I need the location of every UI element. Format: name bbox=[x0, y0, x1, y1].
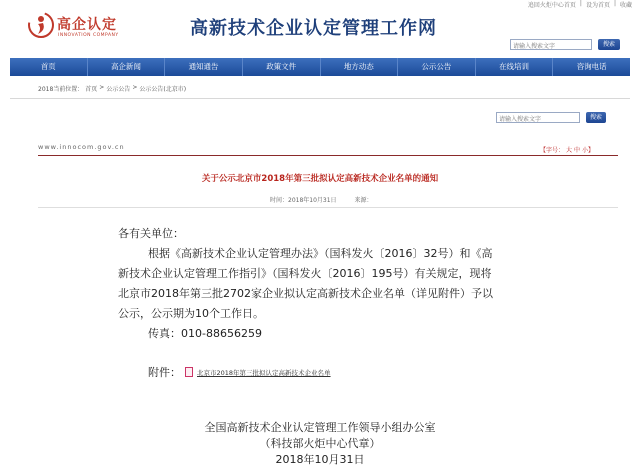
nav-item-local[interactable]: 地方动态 bbox=[321, 58, 399, 76]
nav-item-home[interactable]: 首页 bbox=[10, 58, 88, 76]
nav-item-notices[interactable]: 通知通告 bbox=[165, 58, 243, 76]
nav-item-news[interactable]: 高企新闻 bbox=[88, 58, 166, 76]
logo-swirl-icon bbox=[26, 10, 56, 40]
font-size-control bbox=[540, 145, 594, 154]
content-search-input[interactable]: 请输入搜索文字 bbox=[496, 112, 580, 123]
breadcrumb-prefix: 2018当前位置： bbox=[38, 86, 84, 93]
notice-source: 来源： bbox=[354, 197, 373, 204]
nav-item-announce[interactable]: 公示公告 bbox=[398, 58, 476, 76]
attachment-label: 附件： bbox=[148, 366, 181, 379]
logo-subtitle: INNOVATION COMPANY bbox=[58, 33, 119, 38]
content-search-button[interactable]: 搜索 bbox=[586, 112, 606, 123]
divider bbox=[10, 98, 630, 99]
signature bbox=[0, 420, 640, 468]
title-divider bbox=[38, 155, 618, 156]
nav-item-hotline[interactable]: 咨询电话 bbox=[576, 62, 607, 71]
attachment bbox=[148, 364, 331, 380]
notice-title: 关于公示北京市2018年第三批拟认定高新技术企业名单的通知 bbox=[201, 174, 439, 184]
breadcrumb-home[interactable]: 首页 bbox=[85, 86, 98, 93]
file-icon bbox=[185, 367, 193, 377]
font-size-small[interactable]: 小】 bbox=[582, 147, 595, 154]
site-logo[interactable] bbox=[26, 10, 126, 44]
breadcrumb: 2018当前位置： 首页 > 公示公告 > 公示公告(北京市) bbox=[38, 84, 187, 93]
header bbox=[0, 0, 640, 58]
top-search-button[interactable]: 搜索 bbox=[598, 39, 620, 50]
site-title: 高新技术企业认定管理工作网 bbox=[190, 18, 437, 39]
top-links: 追回火炬中心首页 | 设为首页 | 收藏 bbox=[527, 0, 632, 9]
breadcrumb-current[interactable]: 公示公告(北京市) bbox=[139, 86, 187, 93]
font-size-large[interactable]: 大 bbox=[566, 147, 573, 154]
breadcrumb-announce[interactable]: 公示公告 bbox=[106, 86, 131, 93]
nav-item-policy[interactable]: 政策文件 bbox=[243, 58, 321, 76]
font-size-label: 【字号： bbox=[540, 147, 565, 154]
body-line-2: 新技术企业认定管理工作指引》（国科发火〔2016〕195号）有关规定，现将 bbox=[118, 267, 492, 280]
body-fax: 传真：010-88656259 bbox=[148, 327, 262, 340]
signature-seal: （科技部火炬中心代章） bbox=[259, 437, 381, 450]
font-size-medium[interactable]: 中 bbox=[574, 147, 581, 154]
meta-divider bbox=[38, 207, 618, 208]
body-greeting: 各有关单位： bbox=[118, 227, 184, 240]
logo-name: 高企认定 bbox=[57, 17, 117, 33]
signature-date: 2018年10月31日 bbox=[275, 453, 365, 466]
attachment-link[interactable]: 北京市2018年第三批拟认定高新技术企业名单 bbox=[197, 368, 331, 377]
notice-time: 时间：2018年10月31日 bbox=[270, 197, 337, 204]
notice-body bbox=[118, 224, 518, 344]
notice-meta bbox=[270, 195, 373, 204]
top-search-input[interactable]: 请输入搜索文字 bbox=[510, 39, 592, 50]
body-line-1: 根据《高新技术企业认定管理办法》（国科发火〔2016〕32号）和《高 bbox=[148, 247, 493, 260]
nav-item-training[interactable]: 在线培训 bbox=[476, 58, 554, 76]
signature-org: 全国高新技术企业认定管理工作领导小组办公室 bbox=[204, 421, 436, 434]
body-line-3: 北京市2018年第三批2702家企业拟认定高新技术企业名单（详见附件）予以 bbox=[118, 287, 493, 300]
body-line-4: 公示，公示期为10个工作日。 bbox=[118, 307, 264, 320]
top-link-home[interactable]: 追回火炬中心首页 bbox=[527, 2, 576, 9]
top-link-sethome[interactable]: 设为首页 bbox=[585, 2, 610, 9]
top-link-favorite[interactable]: 收藏 bbox=[619, 2, 632, 9]
main-nav bbox=[10, 58, 630, 76]
site-domain: www.innocom.gov.cn bbox=[38, 143, 125, 151]
